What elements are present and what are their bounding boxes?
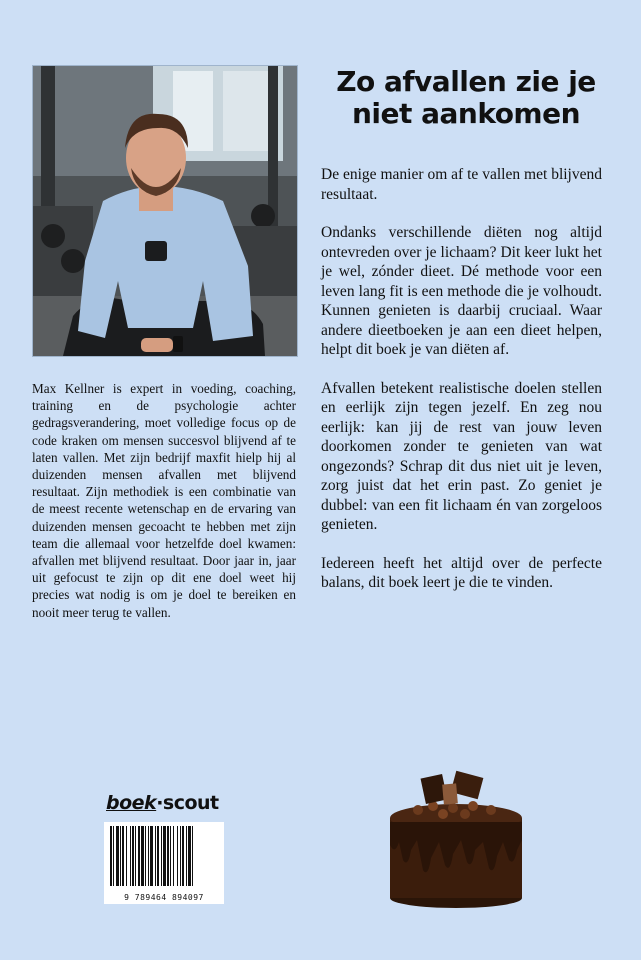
barcode-bar <box>126 826 127 886</box>
publisher-name-part2: scout <box>162 792 219 814</box>
barcode-bar <box>182 826 184 886</box>
barcode-bar <box>157 826 159 886</box>
barcode-bar <box>141 826 144 886</box>
barcode-bar <box>110 826 112 886</box>
barcode-bar <box>188 826 191 886</box>
barcode-bar <box>161 826 162 886</box>
barcode-bar <box>192 826 193 886</box>
barcode-bar <box>155 826 156 886</box>
blurb-paragraph: Iedereen heeft het altijd over de perfecte balans, dit boek leert je die te vinden. <box>321 554 602 591</box>
publisher-dot: · <box>156 792 163 814</box>
barcode-bar <box>167 826 169 886</box>
author-photo <box>32 65 298 357</box>
barcode-bar <box>145 826 146 886</box>
barcode-bar <box>135 826 136 886</box>
chocolate-cake-icon <box>383 770 529 910</box>
barcode-bar <box>116 826 119 886</box>
isbn-barcode <box>104 822 224 904</box>
barcode-digits: 9 789464 894097 <box>124 893 204 902</box>
barcode-bar <box>170 826 171 886</box>
barcode-bar <box>132 826 134 886</box>
blurb-paragraph: Ondanks verschillende diëten nog altijd ontevreden over je lichaam? Dit keer lukt het je wel, zónder dieet. Dé methode voor een leven lang fit is een methode die je volhoudt. Kunnen genieten is daarbij cruciaal. Waar andere dieetboeken je aan een dieet helpen, helpt dit boek je van diëten af. <box>321 224 602 358</box>
author-bio: Max Kellner is expert in voeding, coaching, training en de psychologie achter gedragsverandering, moet volledige focus op de code kraken om mensen succesvol blijvend af te laten vallen. Met zijn bedrijf maxfit hielp hij al duizenden mensen afvallen met blijvend resultaat. Zijn methodiek is een combinatie van de meest recente wetenschap en de ervaring van duizenden mensen gecoacht te hebben met zijn team die allemaal voor hetzelfde doel kwamen: afvallen met blijvend resultaat. Door jaar in, jaar uit gefocust te zijn op dit ene doel weet hij precies wat nodig is om je doel te bereiken en nooit meer terug te vallen. <box>32 381 296 620</box>
barcode-bar <box>163 826 166 886</box>
barcode-bar <box>186 826 187 886</box>
publisher-logo <box>106 792 219 814</box>
publisher-name-part1: boek <box>106 792 157 814</box>
barcode-bar <box>120 826 121 886</box>
barcode-bar <box>150 826 153 886</box>
blurb-column <box>321 165 602 612</box>
barcode-bar <box>122 826 124 886</box>
barcode-bar <box>148 826 149 886</box>
barcode-bar <box>138 826 140 886</box>
barcode-bars <box>104 822 224 892</box>
barcode-bar <box>180 826 181 886</box>
blurb-paragraph: De enige manier om af te vallen met blijvend resultaat. <box>321 166 602 203</box>
blurb-paragraph: Afvallen betekent realistische doelen stellen en eerlijk zijn tegen jezelf. En zeg nou eerlijk: kan jij de rest van jouw leven doorkomen zonder te genieten van wat ongezonds? Schrap dit dus niet uit je leven, zorg juist dat het erin past. Zo geniet je dubbel: van een fit lichaam én van zorgeloos genieten. <box>321 379 602 533</box>
book-title: Zo afvallen zie je niet aankomen <box>336 65 596 130</box>
barcode-bar <box>173 826 174 886</box>
barcode-bar <box>177 826 178 886</box>
barcode-bar <box>113 826 114 886</box>
author-bio-column <box>32 380 296 621</box>
barcode-bar <box>130 826 131 886</box>
